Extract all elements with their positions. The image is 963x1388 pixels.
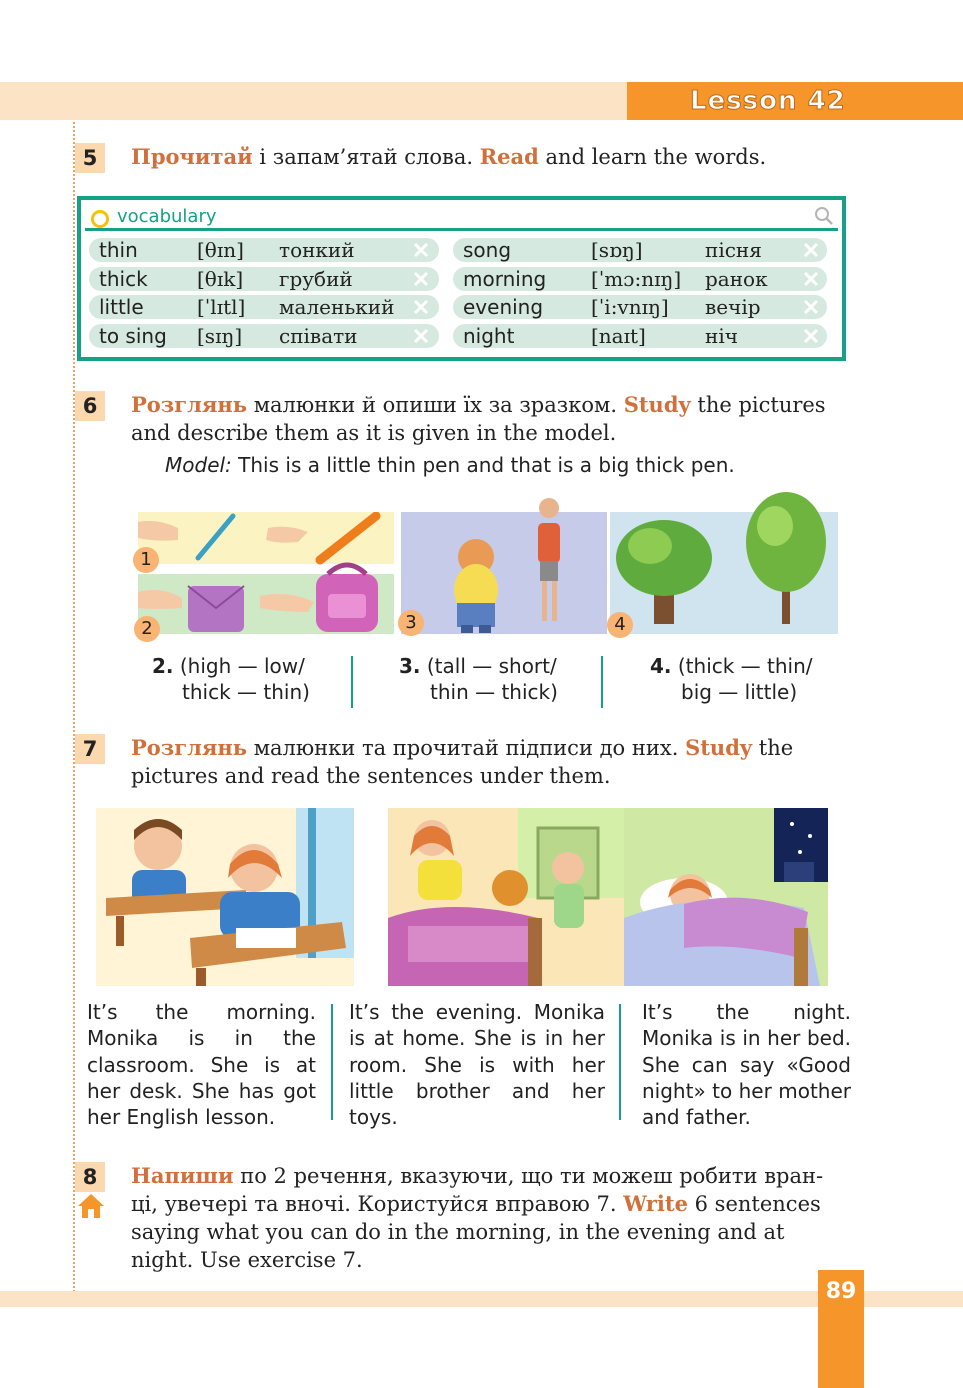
vocabulary-row[interactable] bbox=[89, 267, 439, 291]
exercise-8-instruction-line-4: night. Use exercise 7. bbox=[131, 1248, 363, 1272]
trees-illustration bbox=[610, 486, 838, 634]
exercise-8-instruction-line-2: ці, увечері та вночі. Користуйся вправою 7. Write 6 sentences bbox=[131, 1191, 821, 1216]
vocabulary-translation: вечір bbox=[705, 295, 761, 320]
picture-label-4: 4 bbox=[607, 612, 633, 638]
vocabulary-title: vocabulary bbox=[117, 206, 217, 227]
vocabulary-transcription: [θɪk] bbox=[197, 266, 244, 291]
vocabulary-row[interactable] bbox=[453, 324, 827, 348]
vocabulary-translation: пісня bbox=[705, 238, 762, 262]
vocabulary-translation: грубий bbox=[279, 266, 353, 291]
vocabulary-word: to sing bbox=[99, 323, 167, 348]
vocabulary-word: evening bbox=[463, 295, 544, 320]
sentence-divider bbox=[331, 1004, 333, 1120]
vocabulary-row[interactable] bbox=[453, 267, 827, 291]
picture-trees bbox=[610, 486, 838, 634]
exercise-number-6: 6 bbox=[75, 391, 105, 421]
sentence-morning: It’s the morning. Monika is in the classroom. She is at her desk. She has got her English lesson. bbox=[87, 1000, 316, 1130]
sentence-evening: It’s the evening. Monika is at home. She is in her room. She is with her little brother and her toys. bbox=[349, 1000, 605, 1130]
vocabulary-transcription: [sɪŋ] bbox=[197, 323, 243, 348]
exercise-6-instruction-line-2: and describe them as it is given in the model. bbox=[131, 421, 617, 445]
caption-3: 3. (tall — short/ thin — thick) bbox=[399, 654, 558, 704]
close-icon[interactable] bbox=[801, 240, 821, 260]
vocabulary-translation: ніч bbox=[705, 323, 738, 348]
margin-dotted-line bbox=[73, 122, 75, 1292]
vocabulary-word: thin bbox=[99, 238, 138, 262]
vocabulary-translation: співати bbox=[279, 323, 358, 348]
bullet-icon bbox=[91, 210, 109, 228]
vocabulary-transcription: [ˈmɔ:nɪŋ] bbox=[591, 266, 682, 291]
picture-bedroom-evening bbox=[388, 808, 628, 986]
vocabulary-row[interactable] bbox=[453, 295, 827, 319]
search-icon[interactable] bbox=[814, 206, 834, 226]
vocabulary-translation: тонкий bbox=[279, 238, 355, 262]
picture-pens-and-bags bbox=[138, 512, 394, 634]
vocabulary-row[interactable] bbox=[89, 295, 439, 319]
picture-label-1: 1 bbox=[133, 547, 159, 573]
close-icon[interactable] bbox=[801, 297, 821, 317]
bedroom-evening-illustration bbox=[388, 808, 628, 986]
exercise-7-instruction-line-1: Розглянь малюнки та прочитай підписи до них. Study the bbox=[131, 735, 794, 760]
exercise-6-instruction-line-1: Розглянь малюнки й опиши їх за зразком. Study the pictures bbox=[131, 392, 826, 417]
vocabulary-word: little bbox=[99, 295, 144, 320]
vocabulary-word: thick bbox=[99, 266, 148, 291]
vocabulary-header bbox=[85, 204, 838, 231]
vocabulary-transcription: [ˈi:vnɪŋ] bbox=[591, 295, 669, 320]
boys-illustration bbox=[401, 495, 607, 634]
exercise-number-8: 8 bbox=[75, 1162, 105, 1192]
vocabulary-box bbox=[77, 196, 846, 361]
vocabulary-transcription: [naɪt] bbox=[591, 323, 646, 348]
exercise-7-instruction-line-2: pictures and read the sentences under them. bbox=[131, 764, 611, 788]
vocabulary-translation: ранок bbox=[705, 266, 768, 291]
picture-label-3: 3 bbox=[398, 610, 424, 636]
close-icon[interactable] bbox=[801, 269, 821, 289]
vocabulary-transcription: [ˈlɪtl] bbox=[197, 295, 246, 320]
close-icon[interactable] bbox=[411, 297, 431, 317]
sentence-night: It’s the night. Monika is in her bed. She can say «Good night» to her mother and father. bbox=[642, 1000, 851, 1130]
picture-label-2: 2 bbox=[134, 616, 160, 642]
picture-bedroom-night bbox=[624, 808, 828, 986]
classroom-illustration bbox=[96, 808, 354, 986]
sentence-divider bbox=[619, 1004, 621, 1120]
exercise-8-instruction-line-3: saying what you can do in the morning, in the evening and at bbox=[131, 1220, 785, 1244]
picture-classroom bbox=[96, 808, 354, 986]
exercise-number-7: 7 bbox=[75, 734, 105, 764]
vocabulary-transcription: [θɪn] bbox=[197, 238, 244, 262]
bedroom-night-illustration bbox=[624, 808, 828, 986]
caption-4: 4. (thick — thin/ big — little) bbox=[650, 654, 813, 704]
vocabulary-row[interactable] bbox=[89, 238, 439, 262]
caption-divider bbox=[601, 656, 603, 708]
vocabulary-word: night bbox=[463, 323, 515, 348]
close-icon[interactable] bbox=[801, 326, 821, 346]
vocabulary-row[interactable] bbox=[89, 324, 439, 348]
exercise-5-instruction: Прочитай і запам’ятай слова. Read and learn the words. bbox=[131, 144, 767, 169]
exercise-8-instruction-line-1: Напиши по 2 речення, вказуючи, що ти можеш робити вран- bbox=[131, 1163, 824, 1188]
vocabulary-translation: маленький bbox=[279, 295, 395, 320]
close-icon[interactable] bbox=[411, 240, 431, 260]
close-icon[interactable] bbox=[411, 326, 431, 346]
page-number: 89 bbox=[825, 1279, 857, 1304]
exercise-number-5: 5 bbox=[75, 143, 105, 173]
picture-boys bbox=[401, 495, 607, 634]
vocabulary-row[interactable] bbox=[453, 238, 827, 262]
model-sentence: Model: This is a little thin pen and that is a big thick pen. bbox=[165, 453, 735, 477]
home-icon bbox=[76, 1192, 106, 1220]
vocabulary-transcription: [sɒŋ] bbox=[591, 238, 643, 262]
close-icon[interactable] bbox=[411, 269, 431, 289]
lesson-title: Lesson 42 bbox=[690, 86, 846, 116]
pens-bags-illustration bbox=[138, 512, 394, 634]
vocabulary-word: song bbox=[463, 238, 512, 262]
vocabulary-word: morning bbox=[463, 266, 547, 291]
caption-divider bbox=[351, 656, 353, 708]
caption-2: 2. (high — low/ thick — thin) bbox=[152, 654, 310, 704]
